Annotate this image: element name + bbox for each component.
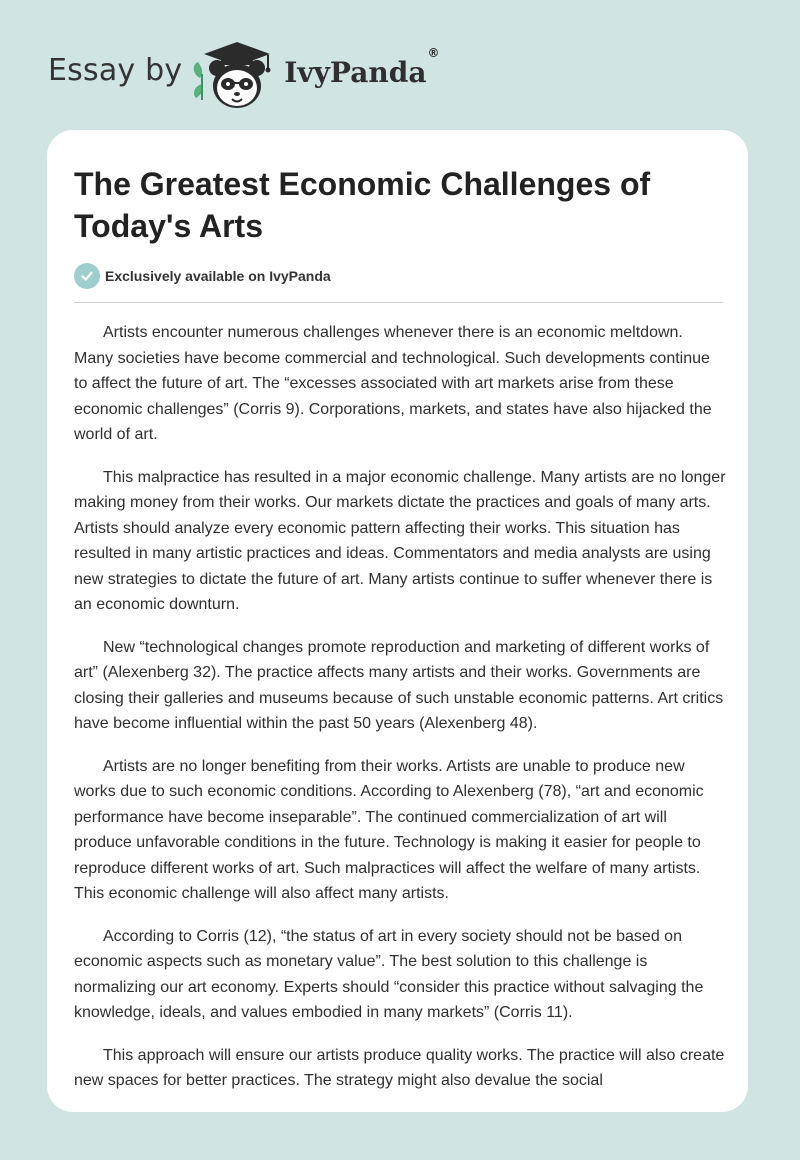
essay-card bbox=[47, 130, 748, 1112]
exclusive-label: Exclusively available on IvyPanda bbox=[105, 268, 331, 284]
paragraph: According to Corris (12), “the status of art in every society should not be based on economic aspects such as monetary value”. The best solution to this challenge is normalizing our art economy. Experts should “consider this practice without salvaging the knowledge, ideals, and values embodied in many markets” (Corris 11). bbox=[74, 927, 704, 1021]
exclusive-badge bbox=[74, 263, 331, 289]
brand-name-text: IvyPanda bbox=[284, 56, 427, 89]
paragraph: This malpractice has resulted in a major economic challenge. Many artists are no longer making money from their works. Our markets dictate the practices and goals of many arts. Artists should analyze every economic pattern affecting their works. This situation has resulted in many artistic practices and ideas. Commentators and media analysts are using new strategies to dictate the future of art. Many artists continue to suffer whenever there is an economic downturn. bbox=[74, 468, 726, 613]
essay-by-label: Essay by bbox=[48, 53, 183, 88]
site-header bbox=[48, 34, 439, 114]
panda-graduate-icon bbox=[190, 34, 282, 114]
registered-mark: ® bbox=[427, 46, 440, 60]
paragraph: New “technological changes promote reproduction and marketing of different works of art” (Alexenberg 32). The practice affects many artists and their works. Governments are closing their galleries and museums because of such unstable economic patterns. Art critics have become influential within the past 50 years (Alexenberg 48). bbox=[74, 638, 724, 732]
paragraph: Artists are no longer benefiting from their works. Artists are unable to produce new works due to such economic conditions. According to Alexenberg (78), “art and economic performance have become inseparable”. The continued commercialization of art will produce unfavorable conditions in the future. Technology is making it easier for people to reproduce different works of art. Such malpractices will affect the welfare of many artists. This economic challenge will also affect many artists. bbox=[74, 757, 704, 902]
paragraph: Artists encounter numerous challenges whenever there is an economic meltdown. Many societies have become commercial and technological. Such developments continue to affect the future of art. The “excesses associated with art markets arise from these economic challenges” (Corris 9). Corporations, markets, and states have also hijacked the world of art. bbox=[74, 324, 712, 443]
page-title: The Greatest Economic Challenges of Today's Arts bbox=[74, 166, 651, 244]
essay-body bbox=[74, 320, 726, 1111]
check-icon bbox=[74, 263, 100, 289]
ivypanda-wordmark[interactable] bbox=[284, 46, 440, 89]
paragraph: This approach will ensure our artists produce quality works. The practice will also create new spaces for better practices. The strategy might also devalue the social bbox=[74, 1046, 725, 1089]
divider bbox=[74, 302, 723, 303]
